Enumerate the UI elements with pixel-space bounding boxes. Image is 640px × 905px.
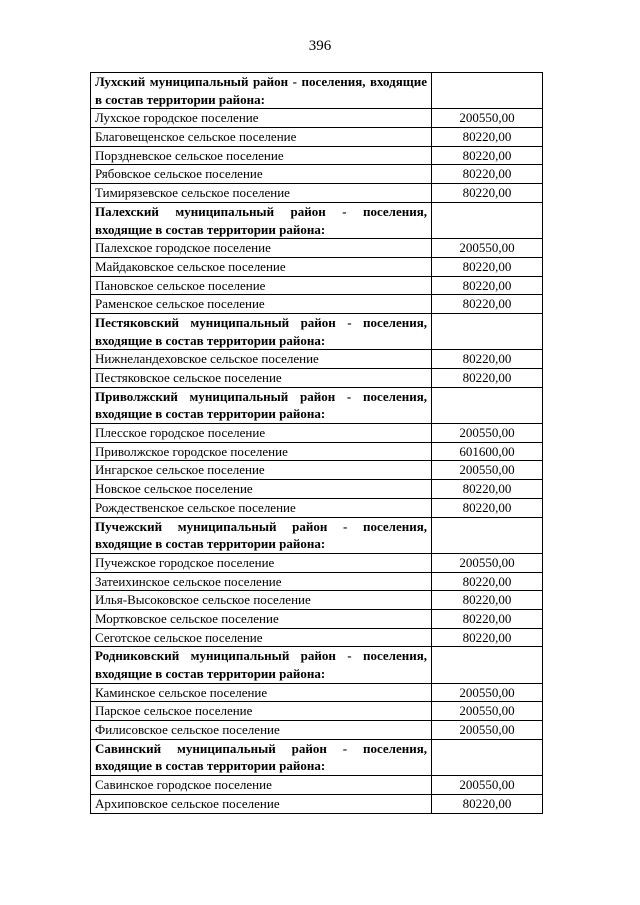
settlement-amount: 80220,00 <box>432 165 543 184</box>
section-title: Савинский муниципальный район - поселения, входящие в состав территории района: <box>91 739 432 775</box>
budget-table <box>90 72 543 814</box>
section-title: Лухский муниципальный район - поселения, входящие в состав территории района: <box>91 73 432 109</box>
settlement-name: Илья-Высоковское сельское поселение <box>91 591 432 610</box>
settlement-amount: 200550,00 <box>432 721 543 740</box>
settlement-name: Тимирязевское сельское поселение <box>91 184 432 203</box>
table-row <box>91 239 543 258</box>
settlement-amount: 80220,00 <box>432 350 543 369</box>
section-header-row <box>91 387 543 423</box>
table-row <box>91 480 543 499</box>
section-title: Приволжский муниципальный район - поселения, входящие в состав территории района: <box>91 387 432 423</box>
settlement-name: Ингарское сельское поселение <box>91 461 432 480</box>
settlement-amount: 200550,00 <box>432 424 543 443</box>
table-row <box>91 128 543 147</box>
section-header-row <box>91 739 543 775</box>
section-header-row <box>91 647 543 683</box>
settlement-name: Сеготское сельское поселение <box>91 628 432 647</box>
settlement-amount: 200550,00 <box>432 109 543 128</box>
settlement-name: Филисовское сельское поселение <box>91 721 432 740</box>
table-row <box>91 109 543 128</box>
table-row <box>91 683 543 702</box>
settlement-name: Савинское городское поселение <box>91 776 432 795</box>
section-amount-cell <box>432 73 543 109</box>
table-row <box>91 776 543 795</box>
settlement-amount: 80220,00 <box>432 498 543 517</box>
settlement-amount: 80220,00 <box>432 276 543 295</box>
settlement-name: Мортковское сельское поселение <box>91 609 432 628</box>
section-title: Палехский муниципальный район - поселения, входящие в состав территории района: <box>91 202 432 238</box>
table-row <box>91 350 543 369</box>
section-header-row <box>91 517 543 553</box>
settlement-name: Благовещенское сельское поселение <box>91 128 432 147</box>
settlement-amount: 80220,00 <box>432 295 543 314</box>
settlement-name: Каминское сельское поселение <box>91 683 432 702</box>
settlement-name: Рождественское сельское поселение <box>91 498 432 517</box>
settlement-amount: 80220,00 <box>432 369 543 388</box>
table-row <box>91 721 543 740</box>
settlement-amount: 200550,00 <box>432 702 543 721</box>
settlement-name: Архиповское сельское поселение <box>91 794 432 813</box>
settlement-name: Пановское сельское поселение <box>91 276 432 295</box>
settlement-amount: 80220,00 <box>432 184 543 203</box>
section-amount-cell <box>432 202 543 238</box>
settlement-name: Пучежское городское поселение <box>91 553 432 572</box>
settlement-name: Раменское сельское поселение <box>91 295 432 314</box>
table-row <box>91 184 543 203</box>
settlement-amount: 80220,00 <box>432 128 543 147</box>
table-row <box>91 276 543 295</box>
section-title: Пучежский муниципальный район - поселения, входящие в состав территории района: <box>91 517 432 553</box>
table-row <box>91 369 543 388</box>
settlement-amount: 601600,00 <box>432 442 543 461</box>
table-row <box>91 609 543 628</box>
settlement-name: Майдаковское сельское поселение <box>91 257 432 276</box>
settlement-name: Приволжское городское поселение <box>91 442 432 461</box>
settlement-amount: 200550,00 <box>432 776 543 795</box>
settlement-name: Парское сельское поселение <box>91 702 432 721</box>
section-amount-cell <box>432 313 543 349</box>
table-row <box>91 146 543 165</box>
settlement-name: Нижнеландеховское сельское поселение <box>91 350 432 369</box>
settlement-amount: 200550,00 <box>432 553 543 572</box>
table-row <box>91 424 543 443</box>
section-amount-cell <box>432 739 543 775</box>
settlement-name: Затеихинское сельское поселение <box>91 572 432 591</box>
settlement-amount: 80220,00 <box>432 794 543 813</box>
table-row <box>91 572 543 591</box>
settlement-amount: 200550,00 <box>432 461 543 480</box>
settlement-name: Палехское городское поселение <box>91 239 432 258</box>
settlement-amount: 80220,00 <box>432 480 543 499</box>
section-title: Родниковский муниципальный район - поселения, входящие в состав территории района: <box>91 647 432 683</box>
settlement-name: Новское сельское поселение <box>91 480 432 499</box>
table-row <box>91 442 543 461</box>
section-amount-cell <box>432 387 543 423</box>
settlement-amount: 80220,00 <box>432 257 543 276</box>
table-row <box>91 295 543 314</box>
settlement-amount: 80220,00 <box>432 609 543 628</box>
table-row <box>91 794 543 813</box>
settlement-amount: 200550,00 <box>432 239 543 258</box>
table-row <box>91 165 543 184</box>
settlement-amount: 80220,00 <box>432 572 543 591</box>
settlement-amount: 80220,00 <box>432 628 543 647</box>
table-row <box>91 257 543 276</box>
section-amount-cell <box>432 647 543 683</box>
table-row <box>91 702 543 721</box>
section-title: Пестяковский муниципальный район - поселения, входящие в состав территории района: <box>91 313 432 349</box>
table-row <box>91 498 543 517</box>
settlement-name: Порздневское сельское поселение <box>91 146 432 165</box>
table-row <box>91 461 543 480</box>
page-number: 396 <box>308 38 332 54</box>
settlement-amount: 200550,00 <box>432 683 543 702</box>
settlement-name: Плесское городское поселение <box>91 424 432 443</box>
table-row <box>91 553 543 572</box>
settlement-amount: 80220,00 <box>432 146 543 165</box>
section-header-row <box>91 202 543 238</box>
settlement-name: Рябовское сельское поселение <box>91 165 432 184</box>
table-row <box>91 628 543 647</box>
settlement-name: Пестяковское сельское поселение <box>91 369 432 388</box>
section-amount-cell <box>432 517 543 553</box>
section-header-row <box>91 73 543 109</box>
section-header-row <box>91 313 543 349</box>
table-row <box>91 591 543 610</box>
settlement-amount: 80220,00 <box>432 591 543 610</box>
settlement-name: Лухское городское поселение <box>91 109 432 128</box>
